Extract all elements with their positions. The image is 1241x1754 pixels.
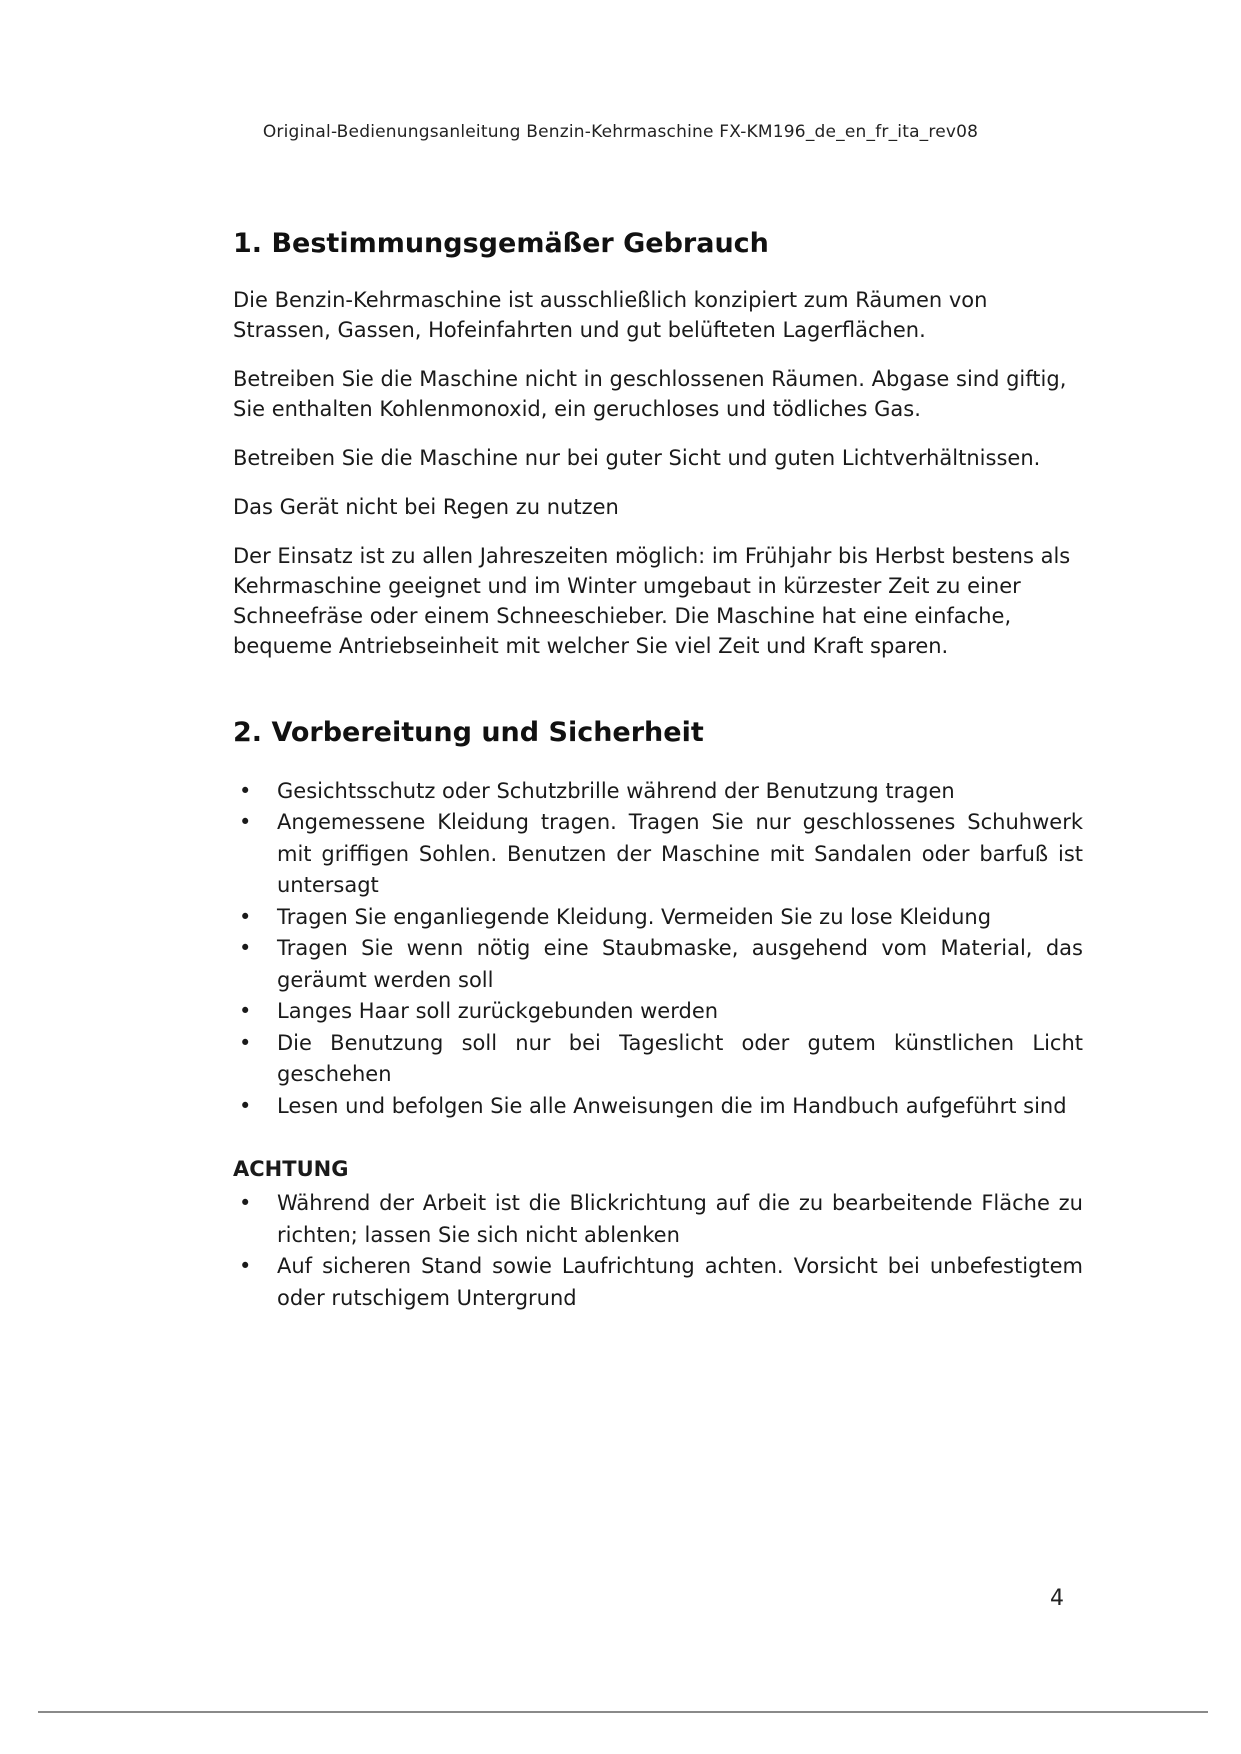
list-item: • Lesen und befolgen Sie alle Anweisungen die im Handbuch aufgeführt sind — [233, 1091, 1083, 1123]
footer-divider — [38, 1711, 1208, 1713]
section-1-paragraph: Betreiben Sie die Maschine nur bei guter Sicht und guten Lichtverhältnissen. — [233, 446, 1041, 471]
achtung-label: ACHTUNG — [233, 1157, 349, 1182]
section-1-paragraph: Das Gerät nicht bei Regen zu nutzen — [233, 495, 619, 520]
list-item: • Langes Haar soll zurückgebunden werden — [233, 996, 1083, 1028]
section-1-paragraph: Betreiben Sie die Maschine nicht in geschlossenen Räumen. Abgase sind giftig, Sie enthalten Kohlenmonoxid, ein geruchloses und tödliches Gas. — [233, 367, 1067, 422]
section-2-heading: 2. Vorbereitung und Sicherheit — [233, 717, 704, 749]
list-item: • Tragen Sie enganliegende Kleidung. Vermeiden Sie zu lose Kleidung — [233, 902, 1083, 934]
list-item: • Tragen Sie wenn nötig eine Staubmaske, ausgehend vom Material, das geräumt werden soll — [233, 933, 1083, 996]
list-item: • Während der Arbeit ist die Blickrichtung auf die zu bearbeitende Fläche zu richten; lassen Sie sich nicht ablenken — [233, 1188, 1083, 1251]
section-1-paragraph: Die Benzin-Kehrmaschine ist ausschließlich konzipiert zum Räumen von Strassen, Gassen, Hofeinfahrten und gut belüfteten Lagerflächen. — [233, 288, 988, 343]
safety-list — [233, 776, 1083, 1123]
list-item: • Angemessene Kleidung tragen. Tragen Sie nur geschlossenes Schuhwerk mit griffigen Sohlen. Benutzen der Maschine mit Sandalen oder barfuß ist untersagt — [233, 807, 1083, 902]
section-1-paragraph: Der Einsatz ist zu allen Jahreszeiten möglich: im Frühjahr bis Herbst bestens als Kehrmaschine geeignet und im Winter umgebaut in kürzester Zeit zu einer Schneefräse oder einem Schneeschieber. Die Maschine hat eine einfache, bequeme Antriebseinheit mit welcher Sie viel Zeit und Kraft sparen. — [233, 544, 1071, 659]
list-item: • Auf sicheren Stand sowie Laufrichtung achten. Vorsicht bei unbefestigtem oder rutschigem Untergrund — [233, 1251, 1083, 1314]
page-content — [233, 228, 1083, 1314]
page-number: 4 — [1050, 1586, 1064, 1611]
achtung-list — [233, 1188, 1083, 1314]
list-item: • Die Benutzung soll nur bei Tageslicht oder gutem künstlichen Licht geschehen — [233, 1028, 1083, 1091]
list-item: • Gesichtsschutz oder Schutzbrille während der Benutzung tragen — [233, 776, 1083, 808]
document-header: Original-Bedienungsanleitung Benzin-Kehrmaschine FX-KM196_de_en_fr_ita_rev08 — [262, 122, 979, 142]
section-1-heading: 1. Bestimmungsgemäßer Gebrauch — [233, 228, 769, 259]
